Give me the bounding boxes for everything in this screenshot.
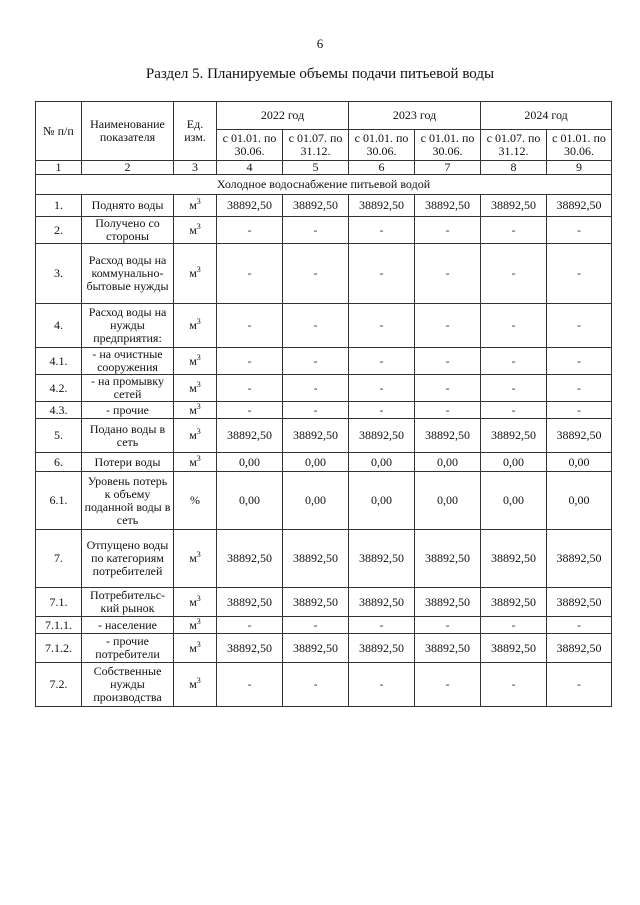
table-row [36, 304, 612, 348]
row-number: 7.1.1. [36, 617, 82, 634]
column-number: 5 [283, 161, 349, 175]
value-cell: - [283, 217, 349, 244]
table-row [36, 663, 612, 707]
row-number: 4. [36, 304, 82, 348]
row-unit [174, 530, 217, 588]
value-cell: 38892,50 [415, 634, 481, 663]
value-cell: 38892,50 [349, 530, 415, 588]
row-unit [174, 244, 217, 304]
row-indicator-name: Собственные нужды производства [82, 663, 174, 707]
value-cell: 38892,50 [217, 634, 283, 663]
value-cell: - [547, 617, 612, 634]
value-cell: 0,00 [547, 453, 612, 472]
value-cell: - [349, 375, 415, 402]
row-indicator-name: Получено со стороны [82, 217, 174, 244]
value-cell: - [217, 375, 283, 402]
row-unit [174, 663, 217, 707]
water-supply-table [35, 101, 612, 707]
value-cell: 38892,50 [547, 530, 612, 588]
header-num: № п/п [36, 102, 82, 161]
row-number: 7. [36, 530, 82, 588]
value-cell: - [415, 304, 481, 348]
table-row [36, 375, 612, 402]
row-number: 1. [36, 195, 82, 217]
unit-text: м [189, 640, 197, 655]
table-row [36, 419, 612, 453]
row-unit [174, 402, 217, 419]
row-indicator-name: Потери воды [82, 453, 174, 472]
value-cell: 38892,50 [283, 634, 349, 663]
value-cell: - [217, 663, 283, 707]
value-cell: - [283, 617, 349, 634]
column-number: 9 [547, 161, 612, 175]
row-unit [174, 348, 217, 375]
row-number: 4.3. [36, 402, 82, 419]
row-indicator-name: Уровень потерь к объему поданной воды в сеть [82, 472, 174, 530]
row-number: 5. [36, 419, 82, 453]
value-cell: 0,00 [481, 472, 547, 530]
row-indicator-name: Расход воды на коммунально-бытовые нужды [82, 244, 174, 304]
row-number: 6. [36, 453, 82, 472]
row-indicator-name: Отпущено воды по категориям потребителей [82, 530, 174, 588]
value-cell: - [547, 348, 612, 375]
unit-superscript: 3 [196, 550, 201, 559]
value-cell: - [283, 348, 349, 375]
value-cell: - [283, 402, 349, 419]
row-number: 6.1. [36, 472, 82, 530]
row-number: 3. [36, 244, 82, 304]
value-cell: 0,00 [283, 472, 349, 530]
value-cell: - [349, 348, 415, 375]
unit-text: м [189, 428, 197, 442]
value-cell: - [547, 375, 612, 402]
header-year-2022: 2022 год [217, 102, 349, 130]
row-number: 7.2. [36, 663, 82, 707]
column-number: 7 [415, 161, 481, 175]
value-cell: - [547, 304, 612, 348]
value-cell: - [349, 402, 415, 419]
unit-text: м [189, 353, 197, 368]
row-number: 4.2. [36, 375, 82, 402]
value-cell: - [217, 304, 283, 348]
value-cell: - [481, 402, 547, 419]
value-cell: 0,00 [415, 472, 481, 530]
value-cell: - [481, 617, 547, 634]
table-row [36, 348, 612, 375]
table-body [36, 195, 612, 707]
value-cell: - [217, 217, 283, 244]
value-cell: 38892,50 [349, 419, 415, 453]
unit-superscript: 3 [196, 317, 201, 326]
header-period: с 01.07. по 31.12. [283, 130, 349, 161]
table-row [36, 530, 612, 588]
value-cell: 38892,50 [283, 530, 349, 588]
row-indicator-name: - население [82, 617, 174, 634]
value-cell: 38892,50 [217, 530, 283, 588]
value-cell: - [481, 217, 547, 244]
value-cell: - [349, 304, 415, 348]
row-indicator-name: Потребительс-кий рынок [82, 588, 174, 617]
unit-text: м [189, 318, 197, 332]
row-indicator-name: Расход воды на нужды предприятия: [82, 304, 174, 348]
value-cell: - [349, 244, 415, 304]
value-cell: 38892,50 [283, 419, 349, 453]
section-label: Холодное водоснабжение питьевой водой [36, 175, 612, 195]
value-cell: 38892,50 [547, 634, 612, 663]
value-cell: - [217, 244, 283, 304]
table-row [36, 634, 612, 663]
unit-text: м [189, 594, 197, 609]
column-number: 2 [82, 161, 174, 175]
table-row [36, 472, 612, 530]
unit-superscript: 3 [196, 593, 201, 603]
unit-superscript: 3 [196, 453, 201, 463]
unit-text: м [189, 454, 197, 469]
page-number: 6 [316, 36, 324, 51]
table-row [36, 244, 612, 304]
value-cell: - [481, 663, 547, 707]
value-cell: 38892,50 [217, 419, 283, 453]
column-number: 4 [217, 161, 283, 175]
row-indicator-name: - прочие [82, 402, 174, 419]
value-cell: 38892,50 [547, 195, 612, 217]
header-period: с 01.07. по 31.12. [481, 130, 547, 161]
row-indicator-name: Поднято воды [82, 195, 174, 217]
value-cell: 0,00 [217, 472, 283, 530]
unit-text: м [189, 380, 197, 395]
value-cell: - [349, 217, 415, 244]
value-cell: - [547, 217, 612, 244]
header-period: с 01.01. по 30.06. [217, 130, 283, 161]
row-unit [174, 419, 217, 453]
value-cell: 38892,50 [481, 634, 547, 663]
value-cell: - [415, 375, 481, 402]
value-cell: - [547, 402, 612, 419]
value-cell: 0,00 [415, 453, 481, 472]
value-cell: - [217, 617, 283, 634]
value-cell: 38892,50 [481, 530, 547, 588]
value-cell: - [415, 217, 481, 244]
row-number: 4.1. [36, 348, 82, 375]
value-cell: 0,00 [547, 472, 612, 530]
value-cell: 38892,50 [481, 588, 547, 617]
value-cell: 0,00 [481, 453, 547, 472]
value-cell: - [283, 663, 349, 707]
row-indicator-name: - на промывку сетей [82, 375, 174, 402]
unit-text: м [189, 402, 197, 417]
table-row [36, 453, 612, 472]
value-cell: - [217, 348, 283, 375]
value-cell: - [415, 402, 481, 419]
value-cell: 38892,50 [217, 195, 283, 217]
row-unit [174, 375, 217, 402]
value-cell: 38892,50 [415, 530, 481, 588]
column-number: 6 [349, 161, 415, 175]
header-period: с 01.01. по 30.06. [349, 130, 415, 161]
value-cell: - [283, 304, 349, 348]
value-cell: - [349, 663, 415, 707]
value-cell: 38892,50 [283, 195, 349, 217]
row-unit [174, 634, 217, 663]
column-number: 8 [481, 161, 547, 175]
value-cell: 38892,50 [349, 588, 415, 617]
row-unit [174, 617, 217, 634]
value-cell: 0,00 [349, 453, 415, 472]
table-row [36, 588, 612, 617]
row-number: 7.1. [36, 588, 82, 617]
row-number: 7.1.2. [36, 634, 82, 663]
value-cell: - [349, 617, 415, 634]
header-period: с 01.01. по 30.06. [415, 130, 481, 161]
row-unit [174, 472, 217, 530]
unit-text: м [189, 198, 197, 212]
unit-text: % [190, 493, 200, 507]
unit-superscript: 3 [196, 639, 201, 649]
value-cell: 0,00 [217, 453, 283, 472]
unit-superscript: 3 [196, 221, 201, 231]
row-unit [174, 217, 217, 244]
value-cell: 0,00 [283, 453, 349, 472]
value-cell: 38892,50 [217, 588, 283, 617]
value-cell: 38892,50 [481, 195, 547, 217]
value-cell: 38892,50 [349, 634, 415, 663]
value-cell: - [481, 375, 547, 402]
value-cell: 38892,50 [415, 195, 481, 217]
value-cell: 38892,50 [283, 588, 349, 617]
unit-text: м [189, 266, 197, 280]
unit-superscript: 3 [196, 676, 201, 685]
header-year-2024: 2024 год [481, 102, 612, 130]
header-unit: Ед. изм. [174, 102, 217, 161]
row-indicator-name: - на очистные сооружения [82, 348, 174, 375]
section-title: Раздел 5. Планируемые объемы подачи питьевой воды [145, 66, 495, 82]
row-unit [174, 588, 217, 617]
value-cell: - [415, 617, 481, 634]
unit-text: м [189, 617, 197, 632]
value-cell: 38892,50 [349, 195, 415, 217]
unit-superscript: 3 [196, 265, 201, 274]
table-row [36, 195, 612, 217]
column-number: 3 [174, 161, 217, 175]
unit-superscript: 3 [196, 427, 201, 436]
row-unit [174, 304, 217, 348]
value-cell: 38892,50 [547, 588, 612, 617]
value-cell: 0,00 [349, 472, 415, 530]
table-row [36, 217, 612, 244]
header-period: с 01.01. по 30.06. [547, 130, 612, 161]
unit-superscript: 3 [196, 616, 201, 626]
value-cell: 38892,50 [415, 588, 481, 617]
row-unit [174, 453, 217, 472]
unit-text: м [189, 551, 197, 565]
row-unit [174, 195, 217, 217]
unit-text: м [189, 222, 197, 237]
unit-superscript: 3 [196, 401, 201, 411]
value-cell: 38892,50 [547, 419, 612, 453]
value-cell: - [481, 348, 547, 375]
header-year-2023: 2023 год [349, 102, 481, 130]
header-name: Наименование показателя [82, 102, 174, 161]
value-cell: - [217, 402, 283, 419]
unit-superscript: 3 [196, 352, 201, 362]
value-cell: - [415, 244, 481, 304]
value-cell: - [481, 244, 547, 304]
value-cell: 38892,50 [481, 419, 547, 453]
table-row [36, 617, 612, 634]
value-cell: - [481, 304, 547, 348]
value-cell: 38892,50 [415, 419, 481, 453]
row-number: 2. [36, 217, 82, 244]
table-row [36, 402, 612, 419]
unit-text: м [189, 677, 197, 691]
value-cell: - [415, 663, 481, 707]
value-cell: - [547, 663, 612, 707]
unit-superscript: 3 [196, 197, 201, 206]
column-number: 1 [36, 161, 82, 175]
value-cell: - [547, 244, 612, 304]
unit-superscript: 3 [196, 379, 201, 389]
value-cell: - [283, 375, 349, 402]
row-indicator-name: - прочие потребители [82, 634, 174, 663]
value-cell: - [415, 348, 481, 375]
row-indicator-name: Подано воды в сеть [82, 419, 174, 453]
value-cell: - [283, 244, 349, 304]
